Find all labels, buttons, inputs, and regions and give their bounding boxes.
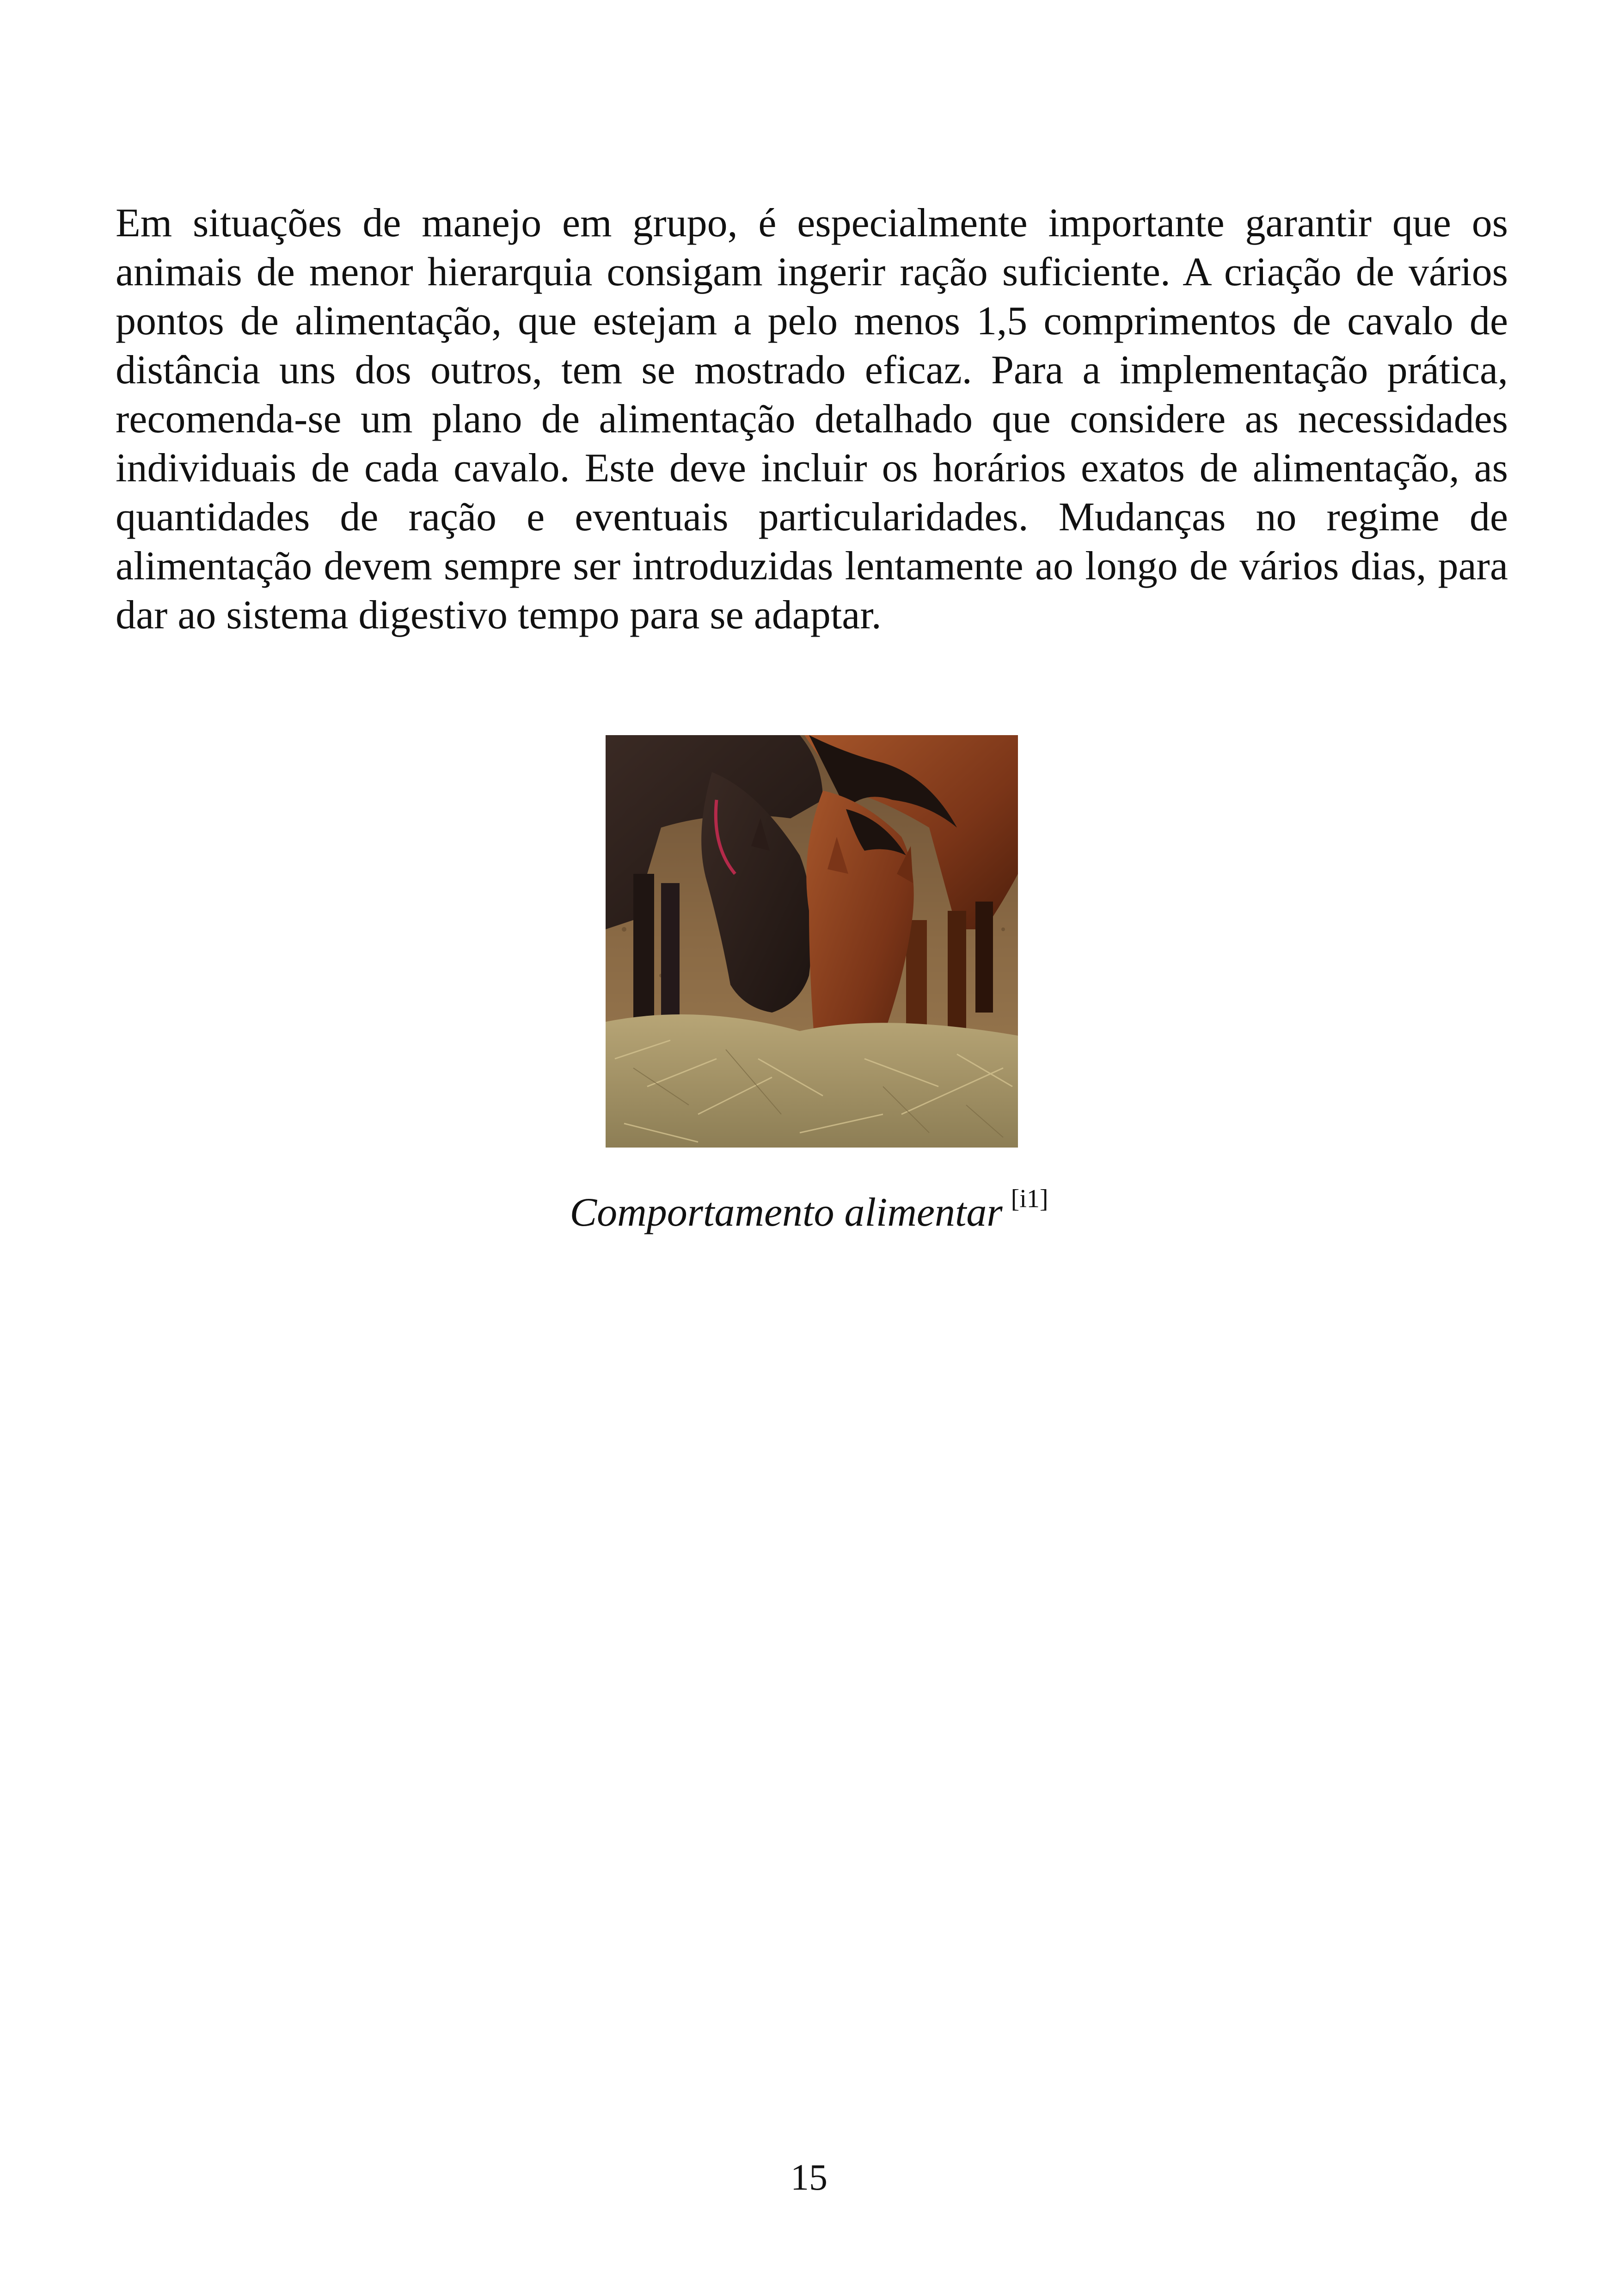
caption-text: Comportamento alimentar	[570, 1190, 1003, 1235]
caption-reference: [i1]	[1011, 1185, 1048, 1213]
figure-caption	[0, 1185, 1618, 1242]
horses-feeding-photo	[606, 735, 1018, 1148]
page-number: 15	[791, 2157, 827, 2198]
body-paragraph: Em situações de manejo em grupo, é especialmente importante garantir que os animais de menor hierarquia consigam ingerir ração suficiente. A criação de vários pontos de alimentação, que estejam a pelo menos 1,5 comprimentos de cavalo de distância uns dos outros, tem se mostrado eficaz. Para a implementação prática, recomenda-se um plano de alimentação detalhado que considere as necessidades individuais de cada cavalo. Este deve incluir os horários exatos de alimentação, as quantidades de ração e eventuais particularidades. Mudanças no regime de alimentação devem sempre ser introduzidas lentamente ao longo de vários dias, para dar ao sistema digestivo tempo para se adaptar.	[116, 201, 1508, 638]
